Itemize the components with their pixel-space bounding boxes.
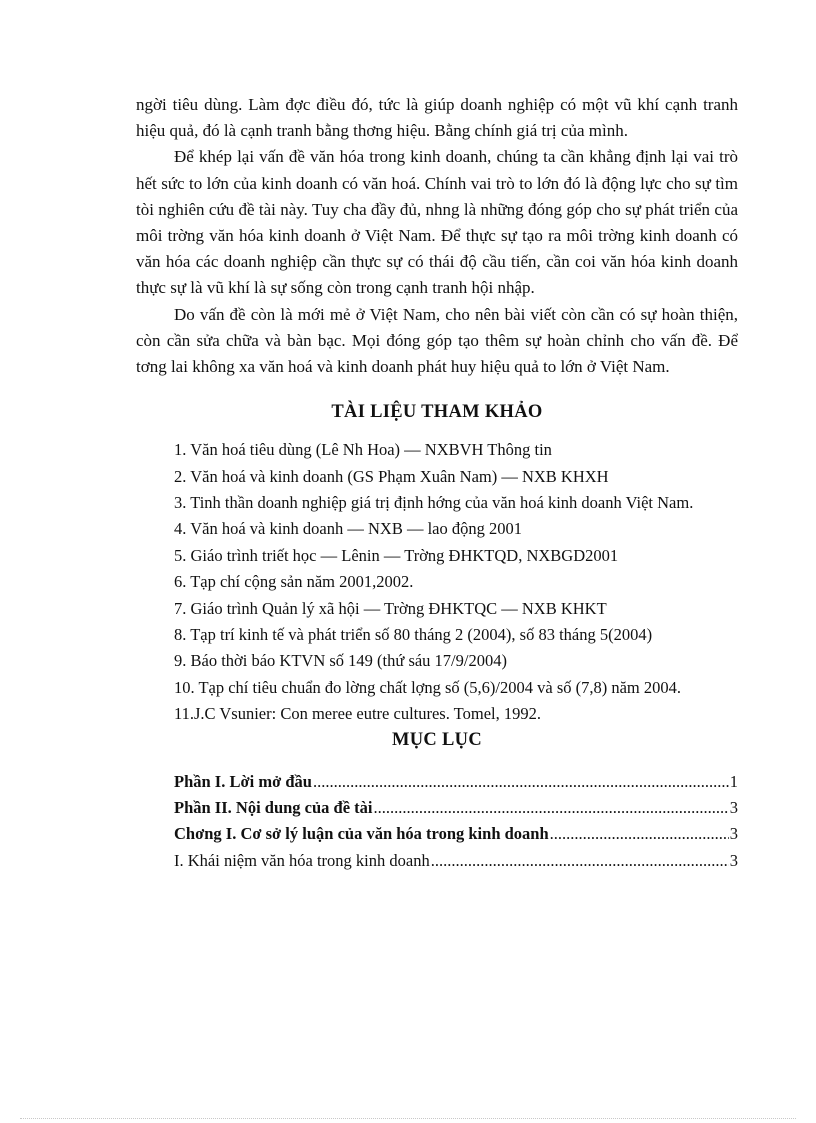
- body-paragraph: ngời tiêu dùng. Làm đợc điều đó, tức là giúp doanh nghiệp có một vũ khí cạnh tranh hiệu quả, đó là cạnh tranh bằng thơng hiệu. Bằng chính giá trị của mình.: [136, 95, 738, 141]
- toc-entry[interactable]: [174, 848, 738, 874]
- toc-leader-dots: [431, 848, 729, 874]
- page-bottom-rule: [20, 1118, 796, 1119]
- reference-item: 6. Tạp chí cộng sản năm 2001,2002.: [174, 572, 414, 592]
- toc-entry-label: Chơng I. Cơ sở lý luận của văn hóa trong kinh doanh: [174, 824, 549, 844]
- toc-entry-page: 1: [729, 771, 738, 791]
- reference-item: 1. Văn hoá tiêu dùng (Lê Nh Hoa) — NXBVH Thông tin: [174, 440, 552, 460]
- toc-entry[interactable]: [174, 769, 738, 795]
- reference-item: 5. Giáo trình triết học — Lênin — Trờng ĐHKTQD, NXBGD2001: [174, 545, 619, 565]
- table-of-contents: [136, 769, 738, 874]
- reference-item: 2. Văn hoá và kinh doanh (GS Phạm Xuân Nam) — NXB KHXH: [174, 466, 609, 486]
- toc-entry[interactable]: [174, 821, 738, 847]
- toc-entry-page: 3: [729, 824, 738, 844]
- body-paragraph: Do vấn đề còn là mới mẻ ở Việt Nam, cho nên bài viết còn cần có sự hoàn thiện, còn cần sửa chữa và bàn bạc. Mọi đóng góp tạo thêm sự hoàn chỉnh cho vấn đề. Để tơng lai không xa văn hoá và kinh doanh phát huy hiệu quả to lớn ở Việt Nam.: [136, 304, 738, 377]
- toc-entry-page: 3: [729, 798, 738, 817]
- toc-entry-label: Phần II. Nội dung của đề tài: [174, 798, 373, 817]
- toc-entry-label: I. Khái niệm văn hóa trong kinh doanh: [174, 850, 430, 870]
- toc-entry-page: 3: [729, 850, 738, 870]
- toc-entry-label: Phần I. Lời mở đầu: [174, 771, 312, 791]
- reference-item: 8. Tạp trí kinh tế và phát triển số 80 tháng 2 (2004), số 83 tháng 5(2004): [174, 625, 653, 645]
- toc-title: MỤC LỤC: [392, 729, 482, 750]
- reference-item: 7. Giáo trình Quản lý xã hội — Trờng ĐHKTQC — NXB KHKT: [174, 598, 607, 618]
- toc-leader-dots: [374, 795, 729, 821]
- reference-item: 11.J.C Vsunier: Con meree eutre cultures. Tomel, 1992.: [174, 704, 541, 724]
- reference-item: 4. Văn hoá và kinh doanh — NXB — lao động 2001: [174, 519, 522, 539]
- toc-entry[interactable]: [174, 795, 738, 821]
- toc-leader-dots: [313, 769, 729, 795]
- document-page: [136, 92, 738, 874]
- reference-item: 9. Báo thời báo KTVN số 149 (thứ sáu 17/9/2004): [174, 651, 507, 671]
- references-title: TÀI LIỆU THAM KHẢO: [331, 402, 543, 423]
- body-paragraph: Để khép lại vấn đề văn hóa trong kinh doanh, chúng ta cần khẳng định lại vai trò hết sức to lớn của kinh doanh có văn hoá. Chính vai trò to lớn đó là động lực cho sự tìm tòi nghiên cứu đề tài này. Tuy cha đầy đủ, nhng là những đóng góp cho sự phát triển của môi trờng văn hóa kinh doanh ở Việt Nam. Để thực sự tạo ra môi trờng kinh doanh có văn hóa các doanh nghiệp cần thực sự có thái độ cầu tiến, cần coi văn hóa kinh doanh thực sự là vũ khí là sự sống còn trong cạnh tranh hội nhập.: [136, 147, 738, 298]
- toc-leader-dots: [550, 821, 729, 847]
- references-list: [136, 437, 738, 727]
- reference-item: 10. Tạp chí tiêu chuẩn đo lờng chất lợng số (5,6)/2004 và số (7,8) năm 2004.: [174, 677, 682, 697]
- reference-item: 3. Tinh thần doanh nghiệp giá trị định hớng của văn hoá kinh doanh Việt Nam.: [174, 493, 694, 513]
